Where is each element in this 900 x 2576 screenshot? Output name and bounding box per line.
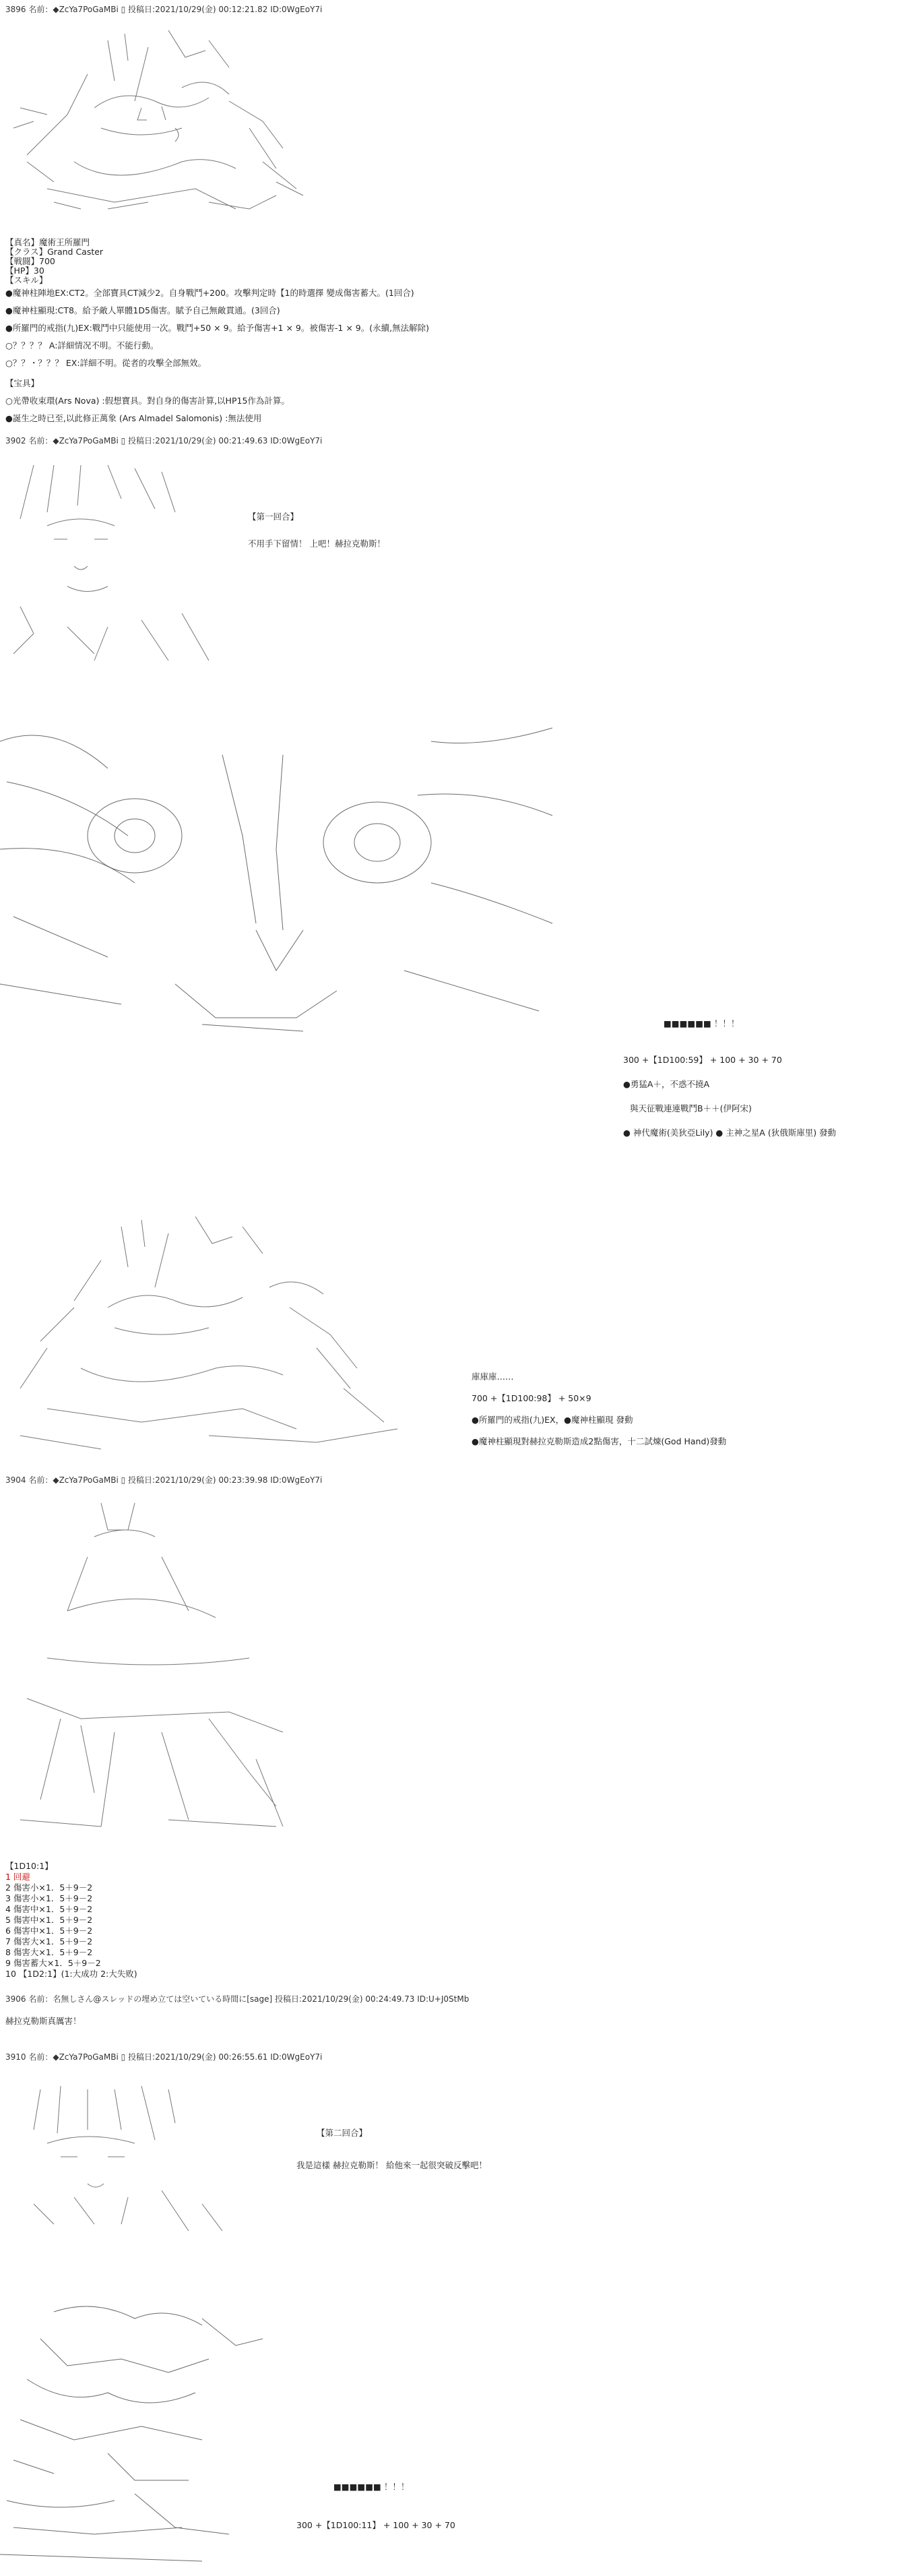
dice-option: 7 傷害大×1．5＋9－2 <box>5 1936 93 1946</box>
post-header: 3904 名前：◆ZcYa7PoGaMBi ▯ 投稿日:2021/10/29(金) 00:23:39.98 ID:0WgEoY7i <box>5 1475 323 1485</box>
ascii-art-drawing <box>0 714 559 1051</box>
dice-option: 10 【1D2:1】(1:大成功 2:大失败) <box>5 1969 137 1979</box>
treasure-label: 【宝具】 <box>5 378 40 388</box>
ascii-art-drawing <box>7 1213 438 1463</box>
dice-option: 2 傷害小×1．5＋9－2 <box>5 1882 93 1893</box>
dice-option: 5 傷害中×1．5＋9－2 <box>5 1915 93 1925</box>
info-line: 【スキル】 <box>5 275 48 285</box>
ascii-art-drawing <box>0 2298 310 2568</box>
roll-title: ■■■■■■ ！！！ <box>333 2482 410 2492</box>
post-text: 赫拉克勒斯真厲害！ <box>5 2016 82 2026</box>
skill-line: ●所羅門的戒指(九)EX:戰鬥中只能使用一次。戰鬥+50 × 9。給予傷害+1 × 9。被傷害-1 × 9。(永續,無法解除) <box>5 323 429 333</box>
ascii-art-drawing <box>7 1496 303 1853</box>
post-header: 3896 名前：◆ZcYa7PoGaMBi ▯ 投稿日:2021/10/29(金) 00:12:21.82 ID:0WgEoY7i <box>5 5 323 14</box>
skill-line: ●魔神柱顯現:CT8。給予敵人單體1D5傷害。賦予自己無敵貫通。(3回合) <box>5 305 280 315</box>
ascii-art-heracles-face <box>0 714 559 1054</box>
post-header: 3906 名前：名無しさん@スレッドの埋め立ては空いている時間に[sage] 投稿日:2021/10/29(金) 00:24:49.73 ID:U+J0StMb <box>5 1994 470 2004</box>
post-header: 3910 名前：◆ZcYa7PoGaMBi ▯ 投稿日:2021/10/29(金) 00:26:55.61 ID:0WgEoY7i <box>5 2052 323 2062</box>
result-effect: ●魔神柱顯現對赫拉克勒斯造成2點傷害，十二試煉(God Hand)發動 <box>472 1436 727 1446</box>
info-line: 【真名】魔術王所羅門 <box>5 237 90 247</box>
round-label: 【第二回合】 <box>317 2128 368 2138</box>
ascii-art-master-2 <box>27 2083 243 2240</box>
ascii-art-heracles-2 <box>0 2298 310 2571</box>
dice-option: 3 傷害小×1．5＋9－2 <box>5 1893 93 1903</box>
post-header: 3902 名前：◆ZcYa7PoGaMBi ▯ 投稿日:2021/10/29(金) 00:21:49.63 ID:0WgEoY7i <box>5 436 323 446</box>
roll-line: 300 +【1D100:11】 + 100 + 30 + 70 <box>296 2520 455 2530</box>
ascii-art-master <box>7 458 229 677</box>
result-effect: ●所羅門的戒指(九)EX，●魔神柱顯現 發動 <box>472 1415 633 1425</box>
ascii-art-drawing <box>7 27 317 229</box>
dice-option: 4 傷害中×1．5＋9－2 <box>5 1904 93 1914</box>
ascii-art-solomon-2 <box>7 1213 438 1465</box>
info-line: 【戦闘】700 <box>5 256 55 266</box>
info-line: 【HP】30 <box>5 266 44 276</box>
ascii-art-drawing <box>27 2083 243 2238</box>
roll-line: 300 +【1D100:59】 + 100 + 30 + 70 <box>623 1055 782 1065</box>
roll-title: ■■■■■■ ！！！ <box>664 1018 740 1029</box>
ascii-art-heracles <box>7 1496 303 1856</box>
effect-line: ● 神代魔術(美狄亞Lily) ● 主神之星A (狄俄斯庫里) 發動 <box>623 1128 837 1138</box>
dice-result-highlight: 1 回避 <box>5 1872 30 1882</box>
ascii-art-drawing <box>7 458 229 674</box>
round-label: 【第一回合】 <box>248 512 299 522</box>
skill-line: ●魔神柱陣地EX:CT2。全部寶具CT減少2。自身戰鬥+200。攻擊判定時【1的時選擇 變成傷害蓄大。(1回合) <box>5 288 414 298</box>
dice-option: 6 傷害中×1．5＋9－2 <box>5 1926 93 1936</box>
speech-text: 不用手下留情！ 上吧！赫拉克勒斯！ <box>248 539 385 549</box>
speech-text: 我是這樣 赫拉克勒斯！ 給他來一起很突破反擊吧！ <box>296 2160 487 2170</box>
effect-line: ●勇猛A＋，不惑不撓A <box>623 1079 710 1089</box>
dice-title: 【1D10:1】 <box>5 1861 53 1871</box>
dice-option: 9 傷害蓄大×1．5＋9－2 <box>5 1958 101 1968</box>
skill-line: ○？？？？ A:詳細情况不明。不能行動。 <box>5 340 159 350</box>
treasure-line: ○光帶收束環(Ars Nova) :假想寶具。對自身的傷害計算,以HP15作為計算。 <box>5 396 290 406</box>
skill-line: ○？？・？？？ EX:詳細不明。從者的攻擊全部無效。 <box>5 358 207 368</box>
ascii-art-solomon <box>7 27 317 232</box>
result-title: 庫庫庫…… <box>472 1372 514 1382</box>
result-line: 700 +【1D100:98】 + 50×9 <box>472 1393 591 1403</box>
treasure-line: ●誕生之時已至,以此修正萬象 (Ars Almadel Salomonis) :無法使用 <box>5 413 262 423</box>
info-line: 【クラス】Grand Caster <box>5 247 104 257</box>
effect-line: 與天征戰連連戰鬥B＋＋(伊阿宋) <box>630 1103 752 1113</box>
dice-option: 8 傷害大×1．5＋9－2 <box>5 1947 93 1957</box>
